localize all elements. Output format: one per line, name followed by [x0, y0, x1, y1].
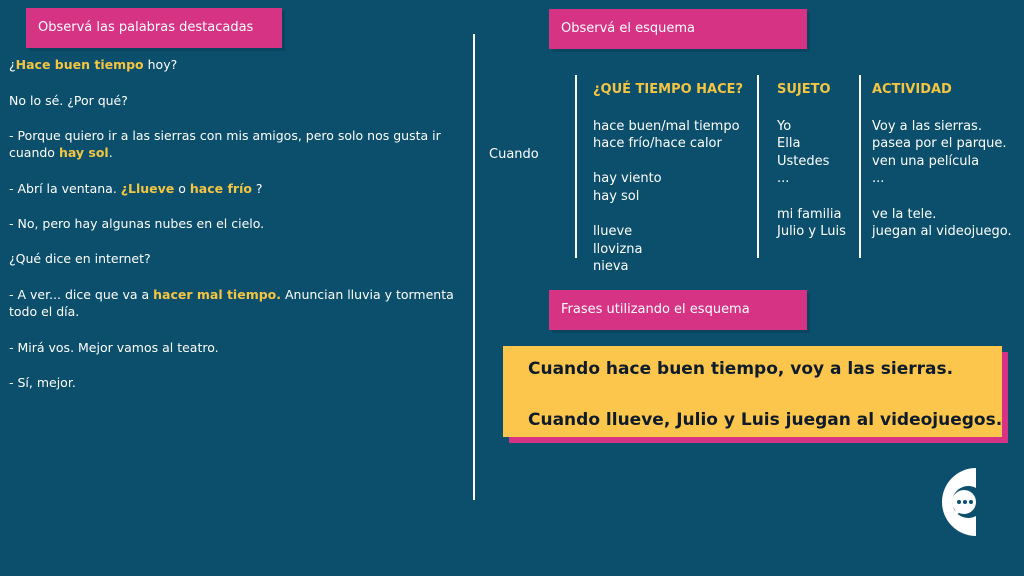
weather-item: hace buen/mal tiempo — [593, 119, 740, 134]
dialog-text-fragment: - Mirá vos. Mejor vamos al teatro. — [9, 340, 219, 355]
dialog-text-fragment: hoy? — [143, 57, 178, 72]
column-divider — [757, 75, 759, 258]
dialog-text-fragment: ¿ — [9, 57, 16, 72]
example-sentence: Cuando llueve, Julio y Luis juegan al videojuegos. — [528, 410, 1003, 430]
weather-item: hace frío/hace calor — [593, 136, 722, 151]
weather-item: llueve — [593, 224, 633, 239]
weather-item: hay sol — [593, 189, 640, 204]
chat-bubble-logo-icon — [924, 462, 978, 542]
dialog-text-fragment: - No, pero hay algunas nubes en el cielo. — [9, 216, 265, 231]
weather-item: llovizna — [593, 242, 643, 257]
dialog-text-fragment: No lo sé. ¿Por qué? — [9, 93, 128, 108]
dialog-line — [9, 180, 464, 197]
highlighted-word: Hace buen tiempo — [15, 57, 144, 72]
subject-column-header: SUJETO — [777, 82, 831, 97]
dialog-line — [9, 215, 464, 232]
activity-item: Voy a las sierras. — [872, 119, 982, 134]
activity-item: ven una película — [872, 154, 980, 169]
highlighted-words-tag: Observá las palabras destacadas — [26, 8, 282, 48]
highlighted-word: ¿Llueve — [120, 181, 175, 196]
dialog-text-fragment: Anuncian lluvia y tormenta todo el día. — [9, 287, 454, 319]
subject-item: ... — [777, 171, 790, 186]
weather-column-header: ¿QUÉ TIEMPO HACE? — [593, 82, 744, 97]
dialog-line — [9, 286, 464, 320]
dialog-text-fragment: - Porque quiero ir a las sierras con mis amigos, pero solo nos gusta ir cuando — [9, 128, 441, 160]
highlighted-word: hay sol — [58, 145, 109, 160]
scheme-tag: Observá el esquema — [549, 9, 807, 49]
sentences-tag: Frases utilizando el esquema — [549, 290, 807, 330]
dialog-text-fragment: ¿Qué dice en internet? — [9, 251, 151, 266]
dialog-text-fragment: . — [108, 145, 113, 160]
example-sentence: Cuando hace buen tiempo, voy a las sierras. — [528, 359, 954, 379]
subject-item: mi familia — [777, 207, 842, 222]
dialog-text-fragment: - A ver... dice que va a — [9, 287, 154, 302]
activity-item: pasea por el parque. — [872, 136, 1007, 151]
subject-item: Ella — [777, 136, 801, 151]
subject-item: Yo — [777, 119, 792, 134]
weather-item: hay viento — [593, 171, 662, 186]
activity-item: ve la tele. — [872, 207, 937, 222]
activity-item: juegan al videojuego. — [872, 224, 1012, 239]
column-divider — [859, 75, 861, 258]
dialog-text-fragment: - Sí, mejor. — [9, 375, 76, 390]
dialog-text-fragment: ? — [251, 181, 263, 196]
dialog-line — [9, 339, 464, 356]
subject-item: Julio y Luis — [777, 224, 846, 239]
dialog-line — [9, 374, 464, 391]
cuando-label: Cuando — [489, 147, 539, 162]
activity-column-header: ACTIVIDAD — [872, 82, 952, 97]
weather-item: nieva — [593, 259, 629, 274]
column-divider — [575, 75, 577, 258]
dialog-line — [9, 250, 464, 267]
activity-item: ... — [872, 171, 885, 186]
dialog-text-fragment: o — [174, 181, 190, 196]
highlighted-word: hace frío — [189, 181, 252, 196]
dialog-line — [9, 92, 464, 109]
dialog-line — [9, 56, 464, 73]
example-sentences-box — [503, 346, 1002, 437]
dialog-line — [9, 127, 464, 161]
vertical-divider — [473, 34, 475, 500]
subject-item: Ustedes — [777, 154, 830, 169]
highlighted-word: hacer mal tiempo. — [153, 287, 282, 302]
dialog-text-fragment: - Abrí la ventana. — [9, 181, 121, 196]
